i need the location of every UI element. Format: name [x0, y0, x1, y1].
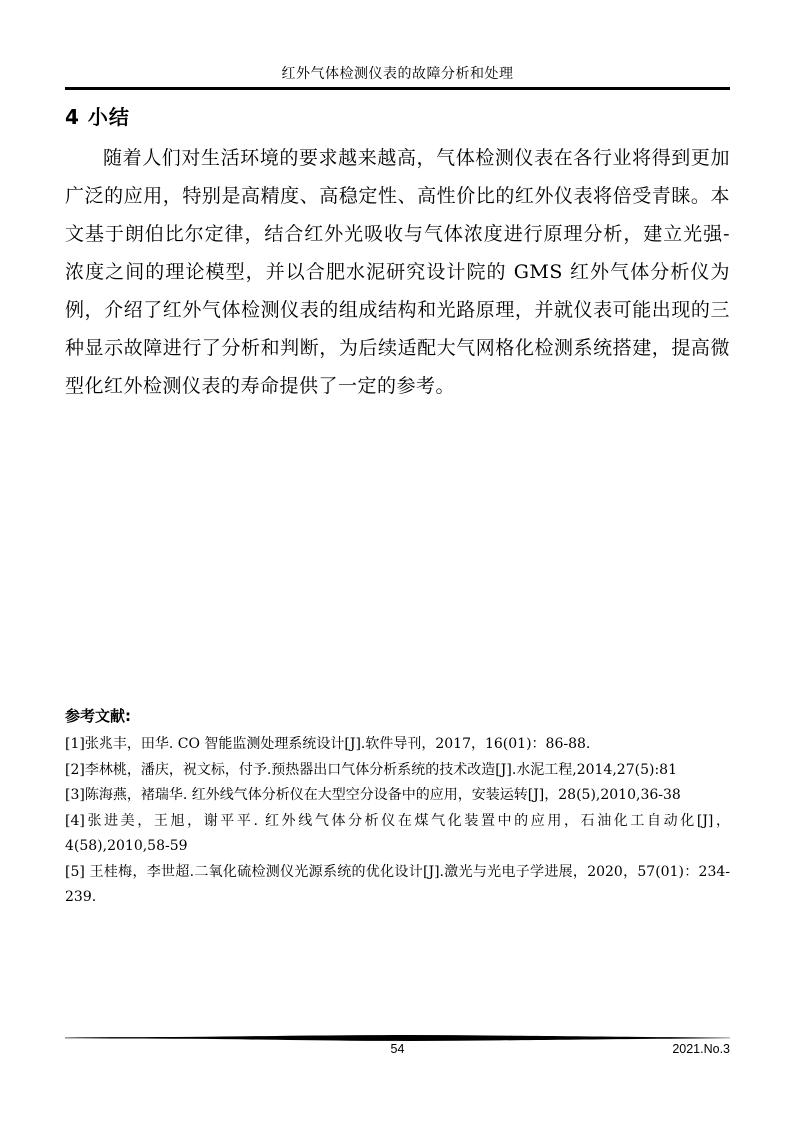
tapered-rule-shape	[65, 1034, 730, 1042]
references-heading: 参考文献:	[65, 707, 131, 725]
reference-item: [1]张兆丰，田华. CO 智能监测处理系统设计[J].软件导刊，2017，16(01)：86-88.	[65, 736, 591, 752]
summary-paragraph: 随着人们对生活环境的要求越来越高，气体检测仪表在各行业将得到更加广泛的应用，特别是高精度、高稳定性、高性价比的红外仪表将倍受青睐。本文基于朗伯比尔定律，结合红外光吸收与气体浓度进行原理分析，建立光强-浓度之间的理论模型，并以合肥水泥研究设计院的 GMS 红外气体分析仪为例，介绍了红外气体检测仪表的组成结构和光路原理，并就仪表可能出现的三种显示故障进行了分析和判断，为后续适配大气网格化检测系统搭建，提高微型化红外检测仪表的寿命提供了一定的参考。	[65, 147, 730, 397]
references-list	[65, 732, 730, 911]
header-rule	[65, 87, 730, 90]
footer-rule	[65, 1034, 730, 1042]
footer	[65, 1042, 730, 1060]
running-head-title: 红外气体检测仪表的故障分析和处理	[281, 66, 514, 82]
reference-item: [2]李林桃，潘庆，祝文标，付予.预热器出口气体分析系统的技术改造[J].水泥工程,2014,27(5):81	[65, 761, 677, 778]
reference-item: [4]张进美，王旭，谢平平. 红外线气体分析仪在煤气化装置中的应用，石油化工自动化[J]，4(58),2010,58-59	[65, 812, 730, 854]
issue-label: 2021.No.3	[672, 1042, 730, 1056]
reference-item: [5] 王桂梅，李世超.二氧化硫检测仪光源系统的优化设计[J].激光与光电子学进展，2020，57(01)：234-239.	[65, 863, 730, 905]
page-number: 54	[390, 1042, 405, 1056]
section-heading: 4 小结	[65, 105, 130, 129]
reference-item: [3]陈海燕，褚瑞华. 红外线气体分析仪在大型空分设备中的应用，安装运转[J]，28(5),2010,36-38	[65, 787, 681, 803]
